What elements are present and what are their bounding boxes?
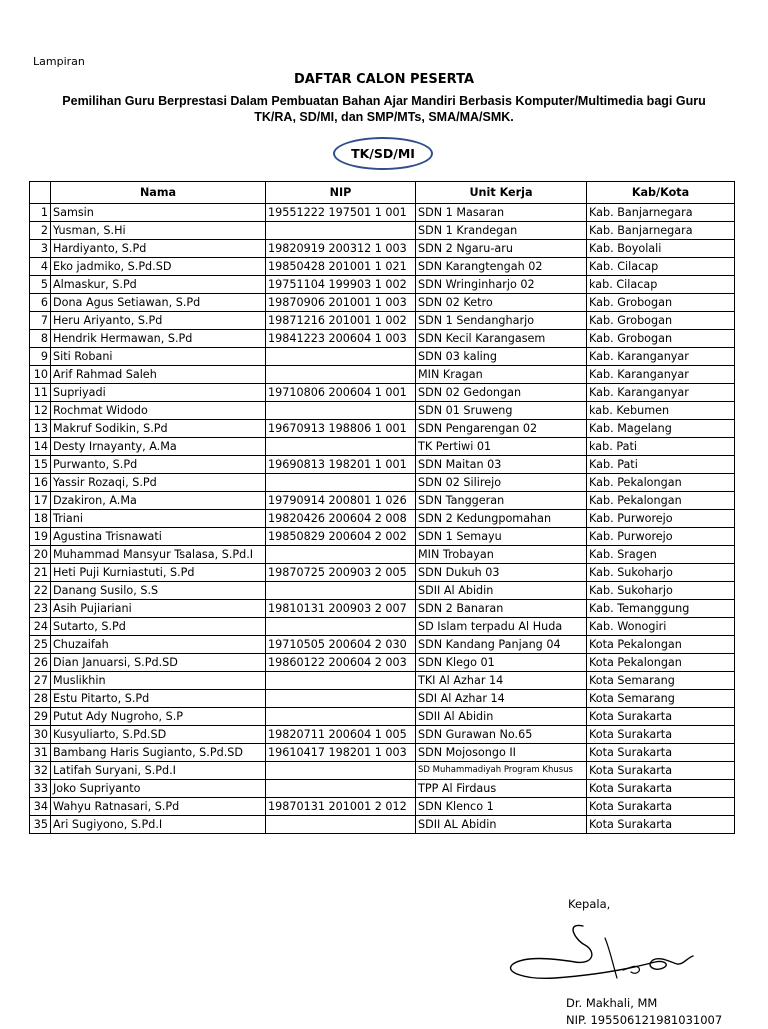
row-kab-kota: Kab. Sragen [587, 546, 735, 564]
table-body [30, 204, 735, 834]
row-nama: Muslikhin [51, 672, 266, 690]
row-nip [266, 708, 416, 726]
row-unit-kerja: SDN 02 Gedongan [416, 384, 587, 402]
table-row [30, 690, 735, 708]
row-nip [266, 402, 416, 420]
row-unit-kerja: SDII Al Abidin [416, 582, 587, 600]
table-row [30, 456, 735, 474]
row-unit-kerja: SDN 2 Kedungpomahan [416, 510, 587, 528]
row-nama: Dzakiron, A.Ma [51, 492, 266, 510]
row-number: 16 [30, 474, 51, 492]
table-row [30, 636, 735, 654]
row-unit-kerja: SD Muhammadiyah Program Khusus [416, 762, 587, 780]
row-nama: Ari Sugiyono, S.Pd.I [51, 816, 266, 834]
row-nama: Arif Rahmad Saleh [51, 366, 266, 384]
table-row [30, 564, 735, 582]
row-number: 9 [30, 348, 51, 366]
row-nama: Dian Januarsi, S.Pd.SD [51, 654, 266, 672]
row-kab-kota: Kab. Wonogiri [587, 618, 735, 636]
row-nip [266, 618, 416, 636]
row-nama: Purwanto, S.Pd [51, 456, 266, 474]
row-number: 1 [30, 204, 51, 222]
row-nama: Chuzaifah [51, 636, 266, 654]
signer-nip: NIP. 195506121981031007 [566, 1013, 723, 1027]
row-nama: Kusyuliarto, S.Pd.SD [51, 726, 266, 744]
row-number: 2 [30, 222, 51, 240]
row-nip [266, 690, 416, 708]
table-row [30, 312, 735, 330]
row-kab-kota: Kota Surakarta [587, 726, 735, 744]
signature-image [505, 920, 705, 995]
row-nip: 19710505 200604 2 030 [266, 636, 416, 654]
row-nama: Muhammad Mansyur Tsalasa, S.Pd.I [51, 546, 266, 564]
row-unit-kerja: SDN Gurawan No.65 [416, 726, 587, 744]
row-nama: Siti Robani [51, 348, 266, 366]
row-nama: Sutarto, S.Pd [51, 618, 266, 636]
row-nama: Joko Supriyanto [51, 780, 266, 798]
row-number: 18 [30, 510, 51, 528]
row-number: 19 [30, 528, 51, 546]
row-kab-kota: Kab. Pati [587, 456, 735, 474]
row-number: 33 [30, 780, 51, 798]
row-unit-kerja: SDN 1 Sendangharjo [416, 312, 587, 330]
row-nama: Heru Ariyanto, S.Pd [51, 312, 266, 330]
row-kab-kota: Kab. Karanganyar [587, 384, 735, 402]
document-subtitle [40, 93, 728, 125]
row-number: 32 [30, 762, 51, 780]
row-number: 31 [30, 744, 51, 762]
row-kab-kota: Kab. Cilacap [587, 258, 735, 276]
row-nip: 19850428 201001 1 021 [266, 258, 416, 276]
row-kab-kota: Kota Semarang [587, 690, 735, 708]
table-row [30, 726, 735, 744]
row-kab-kota: Kab. Grobogan [587, 330, 735, 348]
row-kab-kota: Kab. Purworejo [587, 510, 735, 528]
row-unit-kerja: SDN Klego 01 [416, 654, 587, 672]
row-nama: Almaskur, S.Pd [51, 276, 266, 294]
row-unit-kerja: SDN 02 Silirejo [416, 474, 587, 492]
row-unit-kerja: MIN Trobayan [416, 546, 587, 564]
row-number: 15 [30, 456, 51, 474]
row-kab-kota: Kab. Grobogan [587, 312, 735, 330]
row-nip: 19870725 200903 2 005 [266, 564, 416, 582]
row-number: 17 [30, 492, 51, 510]
row-number: 27 [30, 672, 51, 690]
document-title: DAFTAR CALON PESERTA [293, 72, 475, 87]
row-number: 28 [30, 690, 51, 708]
row-nama: Samsin [51, 204, 266, 222]
row-nip: 19871216 201001 1 002 [266, 312, 416, 330]
table-row [30, 528, 735, 546]
header-nip: NIP [266, 182, 416, 204]
table-row [30, 366, 735, 384]
row-nama: Yusman, S.Hi [51, 222, 266, 240]
row-kab-kota: Kab. Purworejo [587, 528, 735, 546]
row-nama: Danang Susilo, S.S [51, 582, 266, 600]
row-kab-kota: Kab. Karanganyar [587, 366, 735, 384]
table-row [30, 798, 735, 816]
row-nip [266, 222, 416, 240]
row-nama: Makruf Sodikin, S.Pd [51, 420, 266, 438]
row-kab-kota: Kab. Pekalongan [587, 474, 735, 492]
row-unit-kerja: TKI Al Azhar 14 [416, 672, 587, 690]
row-nip [266, 348, 416, 366]
table-row [30, 762, 735, 780]
row-unit-kerja: TK Pertiwi 01 [416, 438, 587, 456]
row-kab-kota: Kota Pekalongan [587, 654, 735, 672]
row-nama: Triani [51, 510, 266, 528]
participant-table [29, 181, 735, 834]
table-row [30, 222, 735, 240]
row-unit-kerja: SDN Wringinharjo 02 [416, 276, 587, 294]
subtitle-line-2: TK/RA, SD/MI, dan SMP/MTs, SMA/MA/SMK. [254, 110, 514, 124]
row-number: 14 [30, 438, 51, 456]
table-row [30, 402, 735, 420]
row-nama: Asih Pujiariani [51, 600, 266, 618]
row-number: 22 [30, 582, 51, 600]
row-kab-kota: Kota Semarang [587, 672, 735, 690]
table-row [30, 474, 735, 492]
row-unit-kerja: MIN Kragan [416, 366, 587, 384]
row-nip: 19841223 200604 1 003 [266, 330, 416, 348]
row-unit-kerja: SDN Mojosongo II [416, 744, 587, 762]
row-kab-kota: Kota Surakarta [587, 762, 735, 780]
row-unit-kerja: SDN Kecil Karangasem [416, 330, 587, 348]
row-unit-kerja: SDII AL Abidin [416, 816, 587, 834]
row-unit-kerja: SD Islam terpadu Al Huda [416, 618, 587, 636]
row-number: 21 [30, 564, 51, 582]
row-kab-kota: kab. Pati [587, 438, 735, 456]
row-kab-kota: Kab. Banjarnegara [587, 222, 735, 240]
row-kab-kota: kab. Cilacap [587, 276, 735, 294]
row-nip: 19670913 198806 1 001 [266, 420, 416, 438]
row-unit-kerja: SDN Dukuh 03 [416, 564, 587, 582]
row-nip: 19790914 200801 1 026 [266, 492, 416, 510]
row-unit-kerja: SDN 1 Masaran [416, 204, 587, 222]
row-nama: Estu Pitarto, S.Pd [51, 690, 266, 708]
table-row [30, 600, 735, 618]
row-nama: Heti Puji Kurniastuti, S.Pd [51, 564, 266, 582]
signer-name: Dr. Makhali, MM [566, 996, 658, 1010]
row-nama: Latifah Suryani, S.Pd.I [51, 762, 266, 780]
row-kab-kota: Kota Surakarta [587, 744, 735, 762]
row-nama: Yassir Rozaqi, S.Pd [51, 474, 266, 492]
row-unit-kerja: SDN Maitan 03 [416, 456, 587, 474]
row-kab-kota: Kab. Karanganyar [587, 348, 735, 366]
row-nama: Rochmat Widodo [51, 402, 266, 420]
row-kab-kota: Kab. Magelang [587, 420, 735, 438]
row-unit-kerja: SDN Klenco 1 [416, 798, 587, 816]
row-nip: 19870131 201001 2 012 [266, 798, 416, 816]
row-unit-kerja: SDN 1 Krandegan [416, 222, 587, 240]
row-nama: Hardiyanto, S.Pd [51, 240, 266, 258]
row-kab-kota: Kota Surakarta [587, 780, 735, 798]
table-row [30, 654, 735, 672]
row-kab-kota: Kota Surakarta [587, 816, 735, 834]
header-nama: Nama [51, 182, 266, 204]
row-nip: 19610417 198201 1 003 [266, 744, 416, 762]
row-number: 4 [30, 258, 51, 276]
table-row [30, 384, 735, 402]
row-nama: Putut Ady Nugroho, S.P [51, 708, 266, 726]
table-row [30, 510, 735, 528]
row-number: 13 [30, 420, 51, 438]
row-nip [266, 438, 416, 456]
row-number: 23 [30, 600, 51, 618]
row-number: 34 [30, 798, 51, 816]
table-row [30, 816, 735, 834]
row-nip: 19751104 199903 1 002 [266, 276, 416, 294]
row-unit-kerja: SDN 2 Banaran [416, 600, 587, 618]
lampiran-label: Lampiran [33, 55, 85, 68]
row-unit-kerja: SDN Kandang Panjang 04 [416, 636, 587, 654]
row-nip: 19820711 200604 1 005 [266, 726, 416, 744]
subtitle-line-1: Pemilihan Guru Berprestasi Dalam Pembuatan Bahan Ajar Mandiri Berbasis Komputer/Multimedia bagi Guru [62, 94, 706, 108]
row-kab-kota: Kota Pekalongan [587, 636, 735, 654]
row-nip: 19710806 200604 1 001 [266, 384, 416, 402]
row-nip: 19820919 200312 1 003 [266, 240, 416, 258]
row-nip [266, 762, 416, 780]
row-number: 24 [30, 618, 51, 636]
row-unit-kerja: SDN 02 Ketro [416, 294, 587, 312]
row-number: 3 [30, 240, 51, 258]
row-nip: 19551222 197501 1 001 [266, 204, 416, 222]
row-nip [266, 780, 416, 798]
table-row [30, 582, 735, 600]
row-unit-kerja: SDN Tanggeran [416, 492, 587, 510]
table-row [30, 492, 735, 510]
table-row [30, 240, 735, 258]
table-row [30, 546, 735, 564]
row-nama: Agustina Trisnawati [51, 528, 266, 546]
row-unit-kerja: SDN 01 Sruweng [416, 402, 587, 420]
row-nip [266, 582, 416, 600]
table-row [30, 672, 735, 690]
row-unit-kerja: SDI Al Azhar 14 [416, 690, 587, 708]
table-row [30, 204, 735, 222]
row-kab-kota: Kab. Pekalongan [587, 492, 735, 510]
table-row [30, 438, 735, 456]
row-number: 25 [30, 636, 51, 654]
row-unit-kerja: SDN 2 Ngaru-aru [416, 240, 587, 258]
category-oval [333, 137, 433, 170]
row-kab-kota: kab. Kebumen [587, 402, 735, 420]
row-number: 5 [30, 276, 51, 294]
row-nama: Bambang Haris Sugianto, S.Pd.SD [51, 744, 266, 762]
row-number: 29 [30, 708, 51, 726]
row-nama: Hendrik Hermawan, S.Pd [51, 330, 266, 348]
row-nip [266, 546, 416, 564]
row-kab-kota: Kab. Temanggung [587, 600, 735, 618]
row-unit-kerja: SDN Karangtengah 02 [416, 258, 587, 276]
table-header-row [30, 182, 735, 204]
row-kab-kota: Kab. Sukoharjo [587, 582, 735, 600]
row-number: 11 [30, 384, 51, 402]
header-unit-kerja: Unit Kerja [416, 182, 587, 204]
row-nama: Dona Agus Setiawan, S.Pd [51, 294, 266, 312]
row-nip: 19810131 200903 2 007 [266, 600, 416, 618]
row-number: 8 [30, 330, 51, 348]
table-row [30, 348, 735, 366]
table-row [30, 258, 735, 276]
table-row [30, 618, 735, 636]
row-nip [266, 366, 416, 384]
row-kab-kota: Kota Surakarta [587, 708, 735, 726]
table-row [30, 744, 735, 762]
header-kab-kota: Kab/Kota [587, 182, 735, 204]
row-number: 35 [30, 816, 51, 834]
row-nip: 19860122 200604 2 003 [266, 654, 416, 672]
row-number: 20 [30, 546, 51, 564]
row-nip: 19690813 198201 1 001 [266, 456, 416, 474]
category-label: TK/SD/MI [351, 146, 415, 161]
row-nip [266, 672, 416, 690]
table-row [30, 330, 735, 348]
row-number: 7 [30, 312, 51, 330]
table-row [30, 780, 735, 798]
row-unit-kerja: SDN 03 kaling [416, 348, 587, 366]
row-nip: 19820426 200604 2 008 [266, 510, 416, 528]
row-number: 12 [30, 402, 51, 420]
kepala-label: Kepala, [568, 897, 611, 911]
row-number: 6 [30, 294, 51, 312]
row-nip [266, 816, 416, 834]
table-row [30, 276, 735, 294]
row-nama: Eko jadmiko, S.Pd.SD [51, 258, 266, 276]
row-nip: 19850829 200604 2 002 [266, 528, 416, 546]
row-nama: Wahyu Ratnasari, S.Pd [51, 798, 266, 816]
row-number: 10 [30, 366, 51, 384]
row-unit-kerja: TPP Al Firdaus [416, 780, 587, 798]
row-number: 26 [30, 654, 51, 672]
row-number: 30 [30, 726, 51, 744]
header-no [30, 182, 51, 204]
row-unit-kerja: SDII Al Abidin [416, 708, 587, 726]
row-nip [266, 474, 416, 492]
row-nip: 19870906 201001 1 003 [266, 294, 416, 312]
row-unit-kerja: SDN Pengarengan 02 [416, 420, 587, 438]
row-nama: Supriyadi [51, 384, 266, 402]
row-kab-kota: Kab. Banjarnegara [587, 204, 735, 222]
row-unit-kerja: SDN 1 Semayu [416, 528, 587, 546]
row-kab-kota: Kab. Sukoharjo [587, 564, 735, 582]
table-row [30, 708, 735, 726]
row-nama: Desty Irnayanty, A.Ma [51, 438, 266, 456]
row-kab-kota: Kota Surakarta [587, 798, 735, 816]
row-kab-kota: Kab. Boyolali [587, 240, 735, 258]
table-row [30, 420, 735, 438]
table-row [30, 294, 735, 312]
row-kab-kota: Kab. Grobogan [587, 294, 735, 312]
